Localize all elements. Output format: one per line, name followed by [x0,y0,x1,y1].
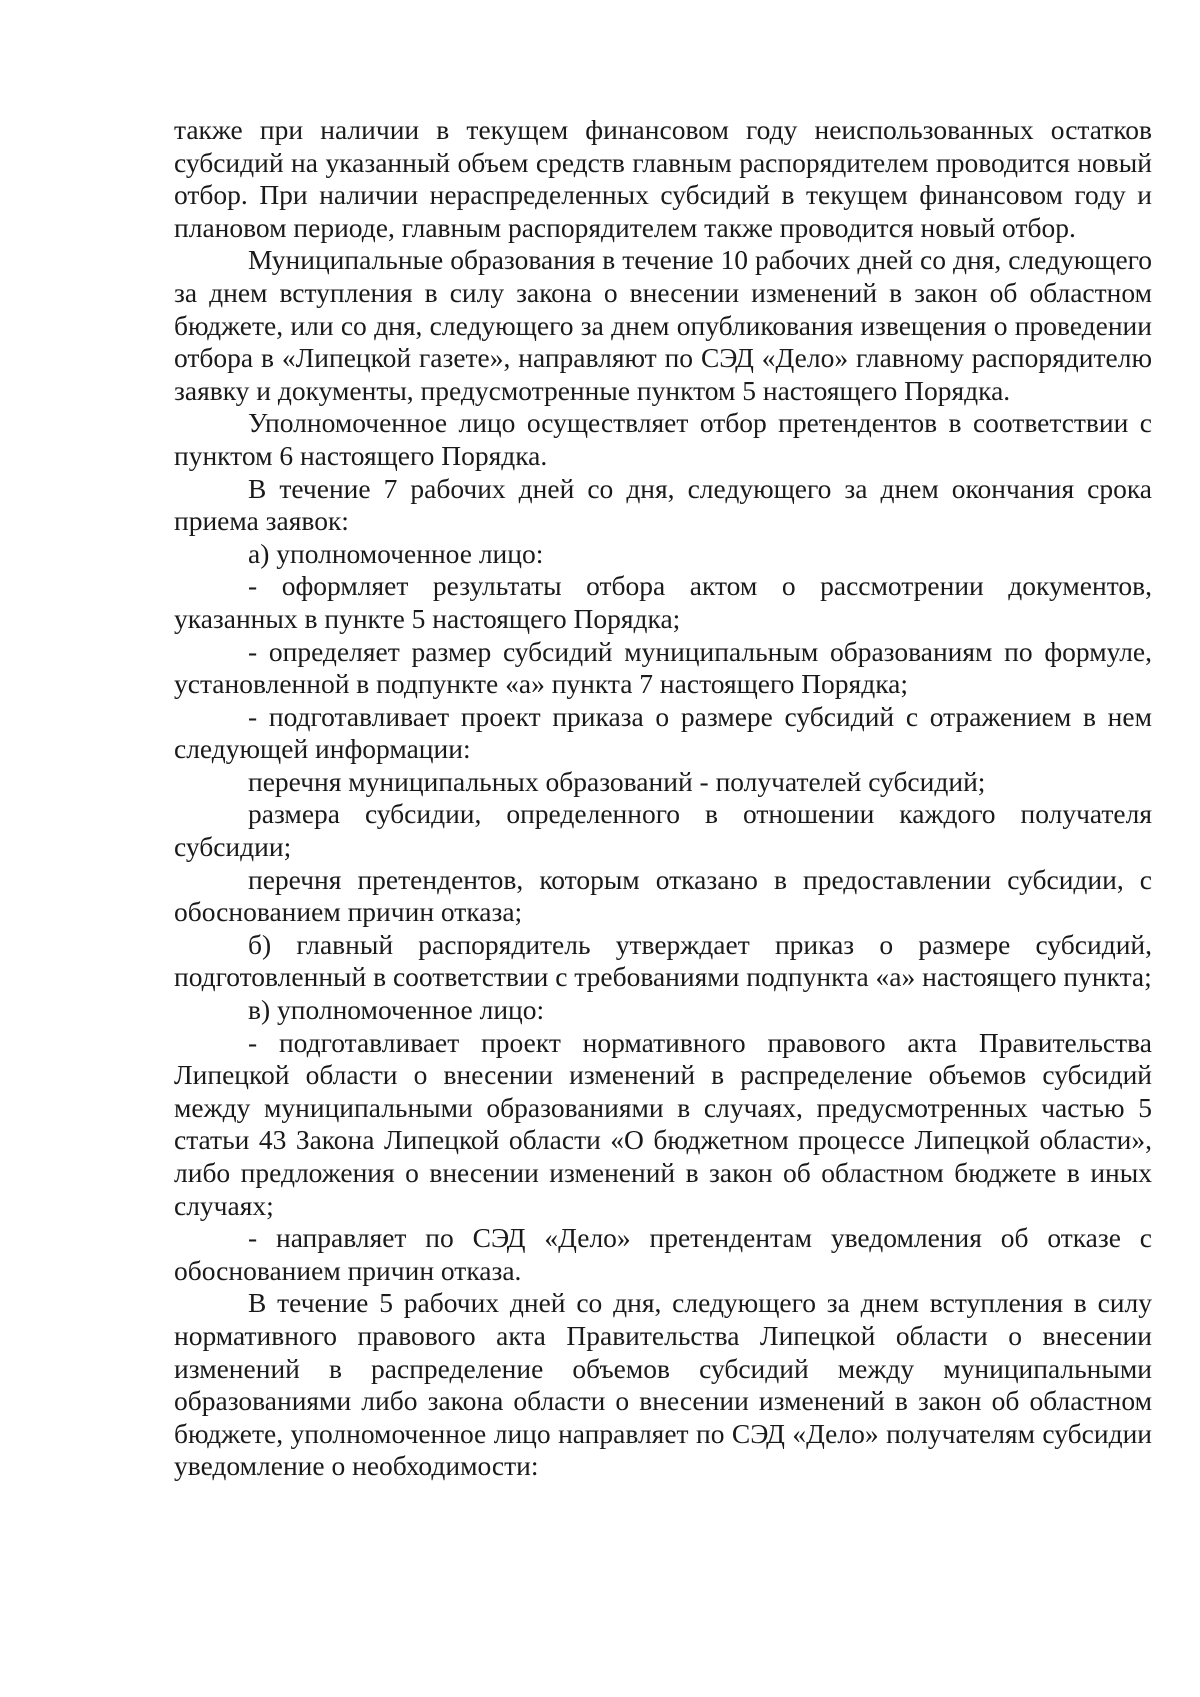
paragraph-five-days: В течение 5 рабочих дней со дня, следующего за днем вступления в силу нормативного правового акта Правительства Липецкой области о внесении изменений в распределение объемов субсидий между муниципальными образованиями либо закона области о внесении изменений в закон об областном бюджете, уполномоченное лицо направляет по СЭД «Дело» получателям субсидии уведомление о необходимости: [174,1287,1152,1482]
paragraph-item-v: в) уполномоченное лицо: [248,994,545,1026]
paragraph-seven-days: В течение 7 рабочих дней со дня, следующего за днем окончания срока приема заявок: [174,472,1152,537]
paragraph-continuation: также при наличии в текущем финансовом году неиспользованных остатков субсидий на указанный объем средств главным распорядителем проводится новый отбор. При наличии нераспределенных субсидий в текущем финансовом году и плановом периоде, главным распорядителем также проводится новый отбор. [174,114,1152,243]
paragraph-item-v-2: - направляет по СЭД «Дело» претендентам уведомления об отказе с обоснованием причин отказа. [174,1222,1152,1286]
paragraph-item-a-1: - оформляет результаты отбора актом о рассмотрении документов, указанных в пункте 5 настоящего Порядка; [174,570,1152,634]
document-page [174,114,1152,1483]
paragraph-info-3: перечня претендентов, которым отказано в предоставлении субсидии, с обоснованием причин отказа; [174,863,1152,928]
paragraph-selection: Уполномоченное лицо осуществляет отбор претендентов в соответствии с пунктом 6 настоящего Порядка. [174,407,1152,471]
paragraph-item-a-3: - подготавливает проект приказа о размере субсидий с отражением в нем следующей информации: [174,700,1152,765]
paragraph-item-b: б) главный распорядитель утверждает приказ о размере субсидий, подготовленный в соответствии с требованиями подпункта «а» настоящего пункта; [174,928,1152,993]
paragraph-item-a-2: - определяет размер субсидий муниципальным образованиям по формуле, установленной в подпункте «а» пункта 7 настоящего Порядка; [174,635,1152,700]
paragraph-item-a: а) уполномоченное лицо: [248,537,544,569]
paragraph-info-2: размера субсидии, определенного в отношении каждого получателя субсидии; [174,798,1152,863]
paragraph-info-1: перечня муниципальных образований - получателей субсидий; [248,765,986,797]
paragraph-application-deadline: Муниципальные образования в течение 10 рабочих дней со дня, следующего за днем вступления в силу закона о внесении изменений в закон об областном бюджете, или со дня, следующего за днем опубликования извещения о проведении отбора в «Липецкой газете», направляют по СЭД «Дело» главному распорядителю заявку и документы, предусмотренные пунктом 5 настоящего Порядка. [174,244,1152,406]
paragraph-item-v-1: - подготавливает проект нормативного правового акта Правительства Липецкой области о внесении изменений в распределение объемов субсидий между муниципальными образованиями в случаях, предусмотренных частью 5 статьи 43 Закона Липецкой области «О бюджетном процессе Липецкой области», либо предложения о внесении изменений в закон об областном бюджете в иных случаях; [174,1026,1152,1221]
